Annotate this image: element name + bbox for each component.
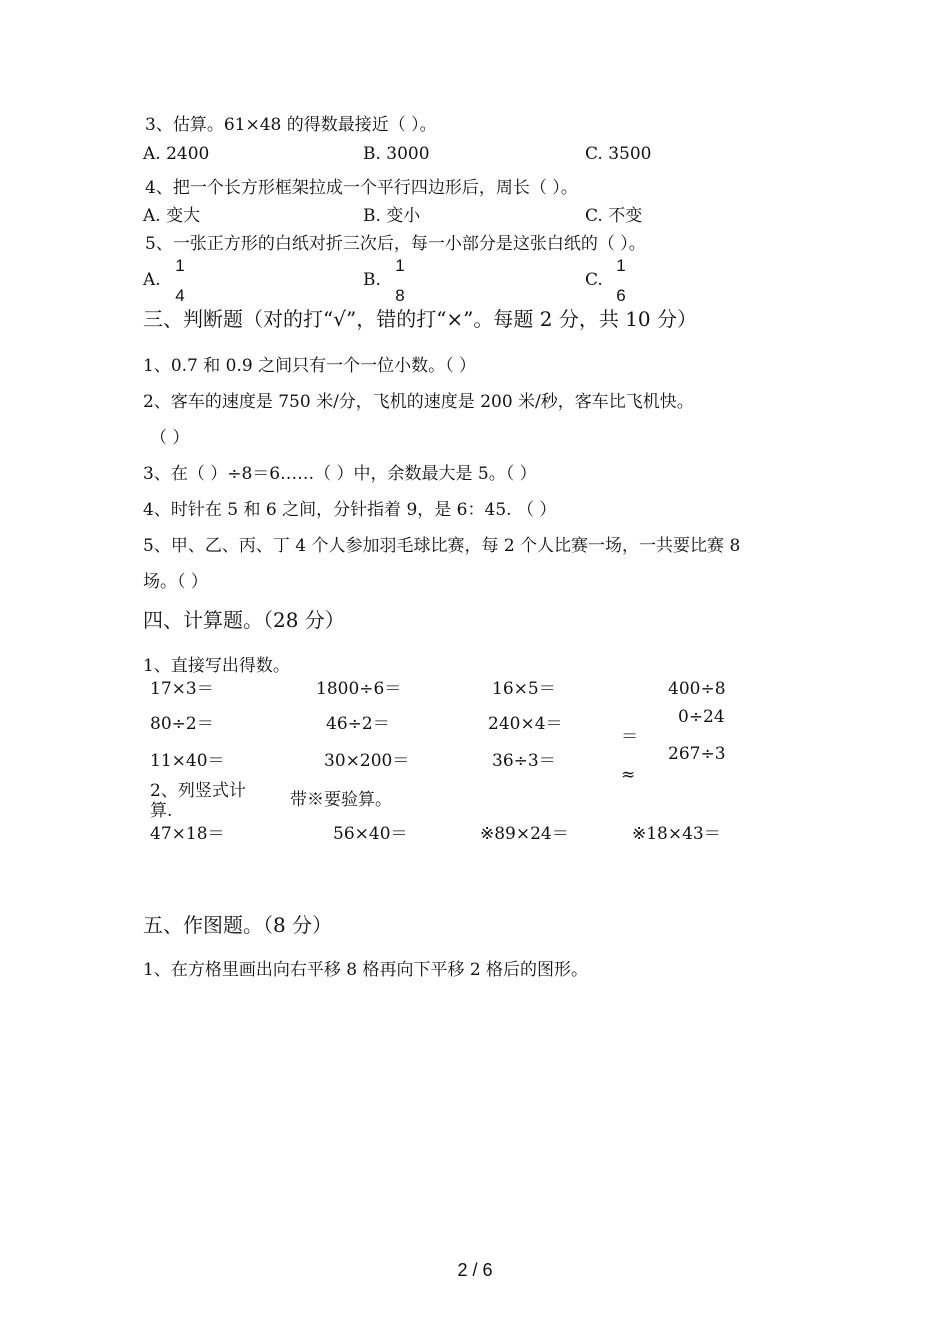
fraction-numerator: 1 — [395, 256, 405, 275]
calc-item: 30×200＝ — [324, 751, 410, 771]
calc-item: 267÷3 — [668, 744, 726, 764]
option-c: C. 3500 — [585, 144, 652, 164]
calc-item: 56×40＝ — [333, 824, 408, 844]
calc-item: 80÷2＝ — [150, 714, 214, 734]
calc-item: 16×5＝ — [492, 679, 556, 699]
judge-question-5: 5、甲、乙、丙、丁 4 个人参加羽毛球比赛，每 2 个人比赛一场，一共要比赛 8 — [143, 536, 741, 556]
calc-question-2-note: 带※要验算。 — [290, 790, 392, 810]
calc-item: 36÷3＝ — [492, 751, 556, 771]
fraction-numerator: 1 — [175, 256, 185, 275]
judge-question-2-blank: （ ） — [150, 428, 190, 448]
section-5-heading: 五、作图题。（8 分） — [143, 913, 333, 937]
option-c: C. 不变 — [585, 206, 643, 226]
fraction-numerator: 1 — [616, 256, 626, 275]
calc-item: 47×18＝ — [150, 824, 225, 844]
section-4-heading: 四、计算题。（28 分） — [143, 608, 345, 632]
judge-question-5-cont: 场。（ ） — [143, 572, 208, 592]
section-3-heading: 三、判断题（对的打“√”，错的打“×”。每题 2 分，共 10 分） — [143, 307, 698, 331]
option-a: A. 变大 — [143, 206, 201, 226]
option-c-label: C. — [585, 270, 603, 290]
calc-question-2-title-cont: 算. — [150, 801, 173, 821]
option-a: A. 2400 — [143, 144, 210, 164]
question-2-3: 3、估算。61×48 的得数最接近（ ）。 — [145, 115, 437, 135]
judge-question-2: 2、客车的速度是 750 米/分，飞机的速度是 200 米/秒，客车比飞机快。 — [143, 392, 694, 412]
question-2-4: 4、把一个长方形框架拉成一个平行四边形后，周长（ ）。 — [145, 178, 578, 198]
calc-item: 11×40＝ — [150, 751, 225, 771]
calc-item: 0÷24 — [678, 707, 725, 727]
option-b: B. 变小 — [363, 206, 421, 226]
option-b-label: B. — [363, 270, 381, 290]
judge-question-4: 4、时针在 5 和 6 之间，分针指着 9，是 6：45. （ ） — [143, 500, 557, 520]
fraction-denominator: 8 — [395, 286, 405, 305]
option-a-label: A. — [143, 270, 161, 290]
calc-item: ※18×43＝ — [632, 824, 721, 844]
calc-item: 400÷8 — [668, 679, 726, 699]
calc-item: 46÷2＝ — [326, 714, 390, 734]
calc-item: ※89×24＝ — [480, 824, 569, 844]
question-2-5: 5、一张正方形的白纸对折三次后，每一小部分是这张白纸的（ ）。 — [145, 234, 646, 254]
equals-sign: ＝ — [621, 727, 638, 747]
drawing-question-1: 1、在方格里画出向右平移 8 格再向下平移 2 格后的图形。 — [143, 960, 589, 980]
calc-question-1-title: 1、直接写出得数。 — [143, 656, 290, 676]
judge-question-1: 1、0.7 和 0.9 之间只有一个一位小数。（ ） — [143, 356, 477, 376]
fraction-denominator: 6 — [616, 286, 626, 305]
judge-question-3: 3、在（ ）÷8＝6……（ ）中，余数最大是 5。（ ） — [143, 464, 537, 484]
calc-item: 1800÷6＝ — [316, 679, 402, 699]
calc-item: 17×3＝ — [150, 679, 214, 699]
calc-item: 240×4＝ — [488, 714, 563, 734]
calc-question-2-title: 2、列竖式计 — [150, 781, 246, 801]
approx-sign: ≈ — [621, 765, 636, 785]
fraction-denominator: 4 — [175, 286, 185, 305]
page-number: 2 / 6 — [457, 1260, 493, 1280]
option-b: B. 3000 — [363, 144, 430, 164]
